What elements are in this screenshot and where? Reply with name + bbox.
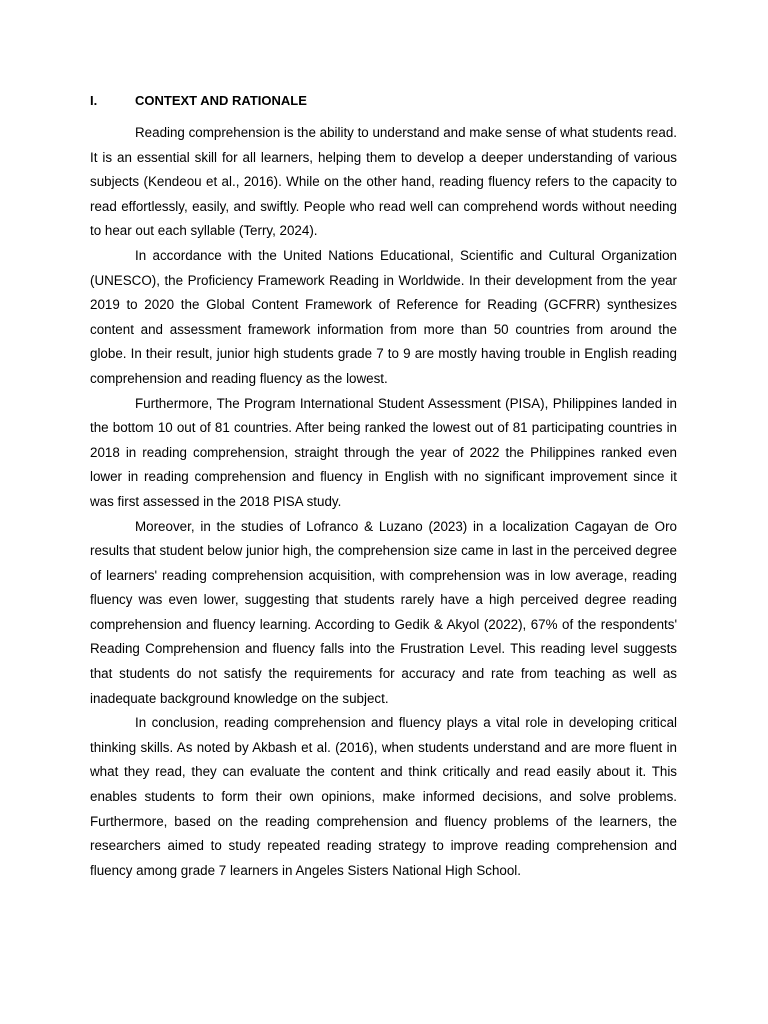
- paragraph-unesco: In accordance with the United Nations Educational, Scientific and Cultural Organization (UNESCO), the Proficiency Framework Reading in Worldwide. In their development from the year 2019 to 2020 the Global Content Framework of Reference for Reading (GCFRR) synthesizes content and assessment framework information from more than 50 countries from around the globe. In their result, junior high students grade 7 to 9 are mostly having trouble in English reading comprehension and reading fluency as the lowest.: [90, 247, 677, 386]
- section-body: [90, 121, 677, 883]
- paragraph-reading-comprehension: Reading comprehension is the ability to understand and make sense of what students read. It is an essential skill for all learners, helping them to develop a deeper understanding of various subjects (Kendeou et al., 2016). While on the other hand, reading fluency refers to the capacity to read effortlessly, easily, and swiftly. People who read well can comprehend words without needing to hear out each syllable (Terry, 2024).: [90, 125, 677, 239]
- section-title: CONTEXT AND RATIONALE: [135, 93, 307, 108]
- paragraph-pisa: Furthermore, The Program International Student Assessment (PISA), Philippines landed in the bottom 10 out of 81 countries. After being ranked the lowest out of 81 participating countries in 2018 in reading comprehension, straight through the year of 2022 the Philippines ranked even lower in reading comprehension and fluency in English with no significant improvement since it was first assessed in the 2018 PISA study.: [90, 395, 677, 509]
- section-heading: [90, 92, 307, 109]
- section-number: I.: [90, 93, 98, 108]
- paragraph-conclusion: In conclusion, reading comprehension and fluency plays a vital role in developing critical thinking skills. As noted by Akbash et al. (2016), when students understand and are more fluent in what they read, they can evaluate the content and think critically and read easily about it. This enables students to form their own opinions, make informed decisions, and solve problems. Furthermore, based on the reading comprehension and fluency problems of the learners, the researchers aimed to study repeated reading strategy to improve reading comprehension and fluency among grade 7 learners in Angeles Sisters National High School.: [90, 715, 677, 878]
- paragraph-local-studies: Moreover, in the studies of Lofranco & Luzano (2023) in a localization Cagayan de Oro results that student below junior high, the comprehension size came in last in the perceived degree of learners' reading comprehension acquisition, with comprehension was in low average, reading fluency was even lower, suggesting that students rarely have a high perceived degree reading comprehension and fluency learning. According to Gedik & Akyol (2022), 67% of the respondents' Reading Comprehension and fluency falls into the Frustration Level. This reading level suggests that students do not satisfy the requirements for accuracy and rate from teaching as well as inadequate background knowledge on the subject.: [90, 518, 677, 706]
